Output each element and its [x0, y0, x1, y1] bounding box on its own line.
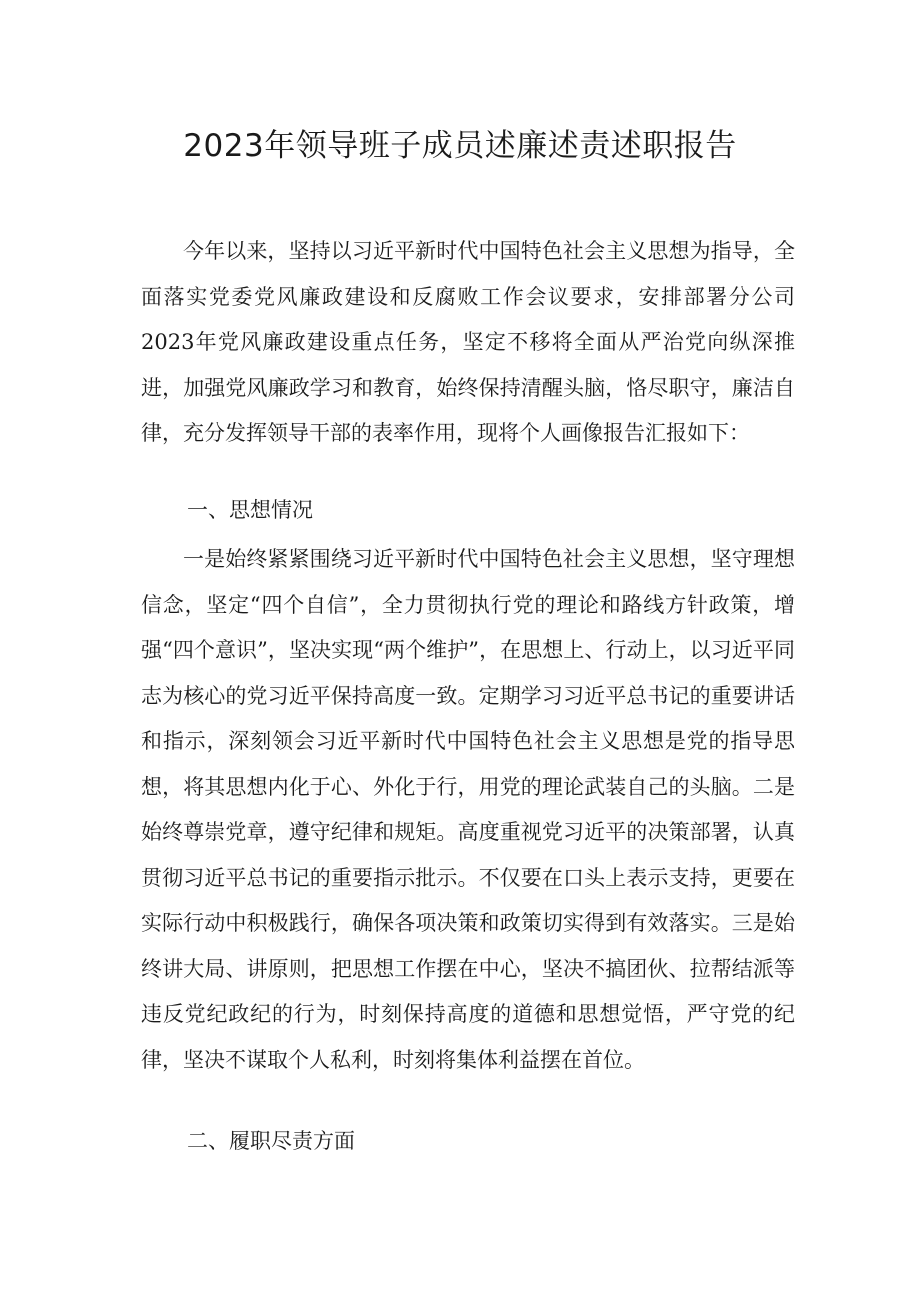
- section-heading-duty: 二、履职尽责方面: [187, 1129, 355, 1153]
- document-title: 2023年领导班子成员述廉述责述职报告: [183, 128, 737, 164]
- section-body-thought: 一是始终紧紧围绕习近平新时代中国特色社会主义思想，坚守理想信念，坚定“四个自信”，全力贯彻执行党的理论和路线方针政策，增强“四个意识”，坚决实现“两个维护”，在思想上、行动上，以习近平同志为核心的党习近平保持高度一致。定期学习习近平总书记的重要讲话和指示，深刻领会习近平新时代中国特色社会主义思想是党的指导思想，将其思想内化于心、外化于行，用党的理论武装自己的头脑。二是始终尊崇党章，遵守纪律和规矩。高度重视党习近平的决策部署，认真贯彻习近平总书记的重要指示批示。不仅要在口头上表示支持，更要在实际行动中积极践行，确保各项决策和政策切实得到有效落实。三是始终讲大局、讲原则，把思想工作摆在中心，坚决不搞团伙、拉帮结派等违反党纪政纪的行为，时刻保持高度的道德和思想觉悟，严守党的纪律，坚决不谋取个人私利，时刻将集体利益摆在首位。: [141, 547, 795, 1072]
- intro-paragraph: 今年以来，坚持以习近平新时代中国特色社会主义思想为指导，全面落实党委党风廉政建设和反腐败工作会议要求，安排部署分公司2023年党风廉政建设重点任务，坚定不移将全面从严治党向纵深推进，加强党风廉政学习和教育，始终保持清醒头脑，恪尽职守，廉洁自律，充分发挥领导干部的表率作用，现将个人画像报告汇报如下：: [141, 239, 795, 445]
- section-heading-thought: 一、思想情况: [187, 498, 313, 522]
